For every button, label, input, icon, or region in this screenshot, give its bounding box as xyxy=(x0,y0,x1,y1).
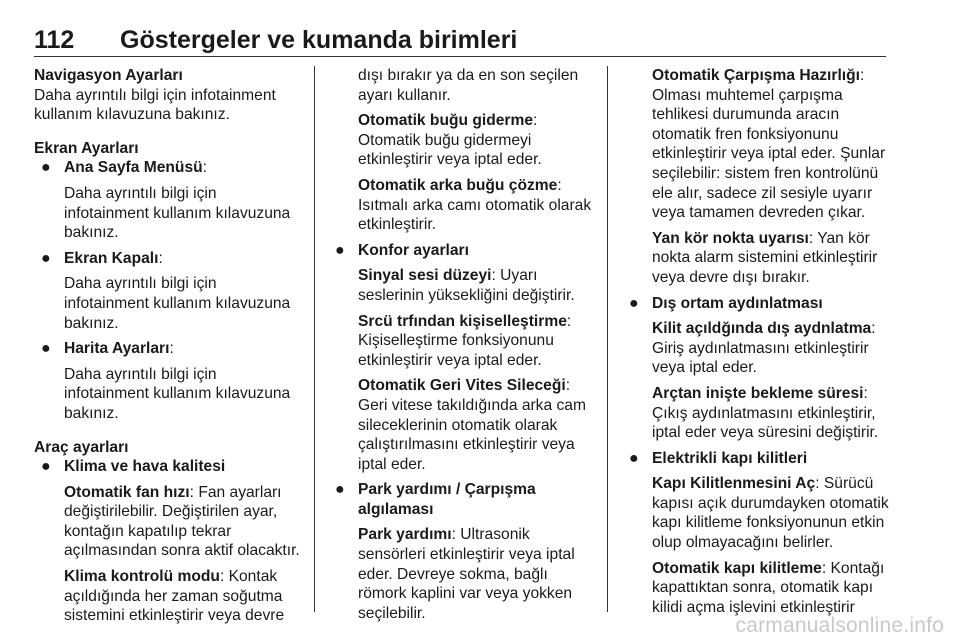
park-assist-text: Ultrasonik sensörleri etkinleştirir veya iptal eder. Devreye sokma, bağlı römork kaplini var veya yokken seçilebilir. xyxy=(358,526,575,622)
screen-settings-heading: Ekran Ayarları xyxy=(34,139,139,157)
bullet-icon: ● xyxy=(335,241,345,259)
blind-spot-text: Yan kör nokta alarm sistemini etkinleştirir veya devre dışı bırakır. xyxy=(652,229,878,286)
park-assist-label: Park yardımı xyxy=(358,526,452,544)
bullet-icon: ● xyxy=(41,159,51,177)
bullet-icon: ● xyxy=(41,458,51,476)
bullet-icon: ● xyxy=(335,481,345,499)
unlock-label: Kapı Kilitlenmesini Aç xyxy=(652,475,816,493)
item-label: Konfor ayarları xyxy=(358,241,469,259)
fan-speed-text: Fan ayarları değiştirilebilir. Değiştirilen ayar, kontağın kapatılıp tekrar açılmasından sonra aktif olacaktır. xyxy=(64,483,300,560)
page-header xyxy=(34,25,926,55)
rear-defog-text: Isıtmalı arka camı otomatik olarak etkinleştirir. xyxy=(358,196,592,234)
item-text: Daha ayrıntılı bilgi için infotainment kullanım kılavuzuna bakınız. xyxy=(64,184,291,242)
item-label: Park yardımı / Çarpışma algılaması xyxy=(358,481,536,518)
item-label: Elektrikli kapı kilitleri xyxy=(652,449,808,467)
bullet-icon: ● xyxy=(41,249,51,267)
page-number: 112 xyxy=(34,26,75,54)
defog-label: Otomatik buğu giderme xyxy=(358,112,534,130)
watermark: carmanualsonline.info xyxy=(735,614,944,637)
chime-label: Sinyal sesi düzeyi xyxy=(358,267,492,285)
nav-settings-text: Daha ayrıntılı bilgi için infotainment kullanım kılavuzuna bakınız. xyxy=(34,86,276,124)
list-item: ● Elektrikli kapı kilitleri Kapı Kilitlenmesini Aç: Sürücü kapısı açık durumdayken otomatik kapı kilitleme fonksiyonunun etkin olup olmayacağını belirler. Otomatik kapı kilitleme: Kontağı kapattıktan sonra, otomatik kapı kilidi açma işlevini etkinleştirir xyxy=(629,449,889,616)
bullet-icon: ● xyxy=(41,340,51,358)
bullet-icon: ● xyxy=(629,449,639,467)
climate-mode-label: Klima kontrolü modu xyxy=(64,568,220,586)
list-item: ● Harita Ayarları: Daha ayrıntılı bilgi için infotainment kullanım kılavuzuna bakınız. xyxy=(34,339,302,423)
vehicle-settings-heading: Araç ayarları xyxy=(34,438,129,456)
item-text: Daha ayrıntılı bilgi için infotainment kullanım kılavuzuna bakınız. xyxy=(64,365,291,422)
bullet-icon: ● xyxy=(629,294,639,312)
list-item: ● Klima ve hava kalitesi Otomatik fan hızı: Fan ayarları değiştirilebilir. Değiştirilen ayar, kontağın kapatılıp tekrar açılmasından sonra aktif olacaktır. Klima kontrolü modu: Kontak açıldığında her zaman soğutma sistemini etkinleştirir veya devre xyxy=(41,458,300,625)
entry-lighting-text: Giriş aydınlatmasını etkinleştirir veya iptal eder. xyxy=(652,339,869,377)
column-divider-2 xyxy=(607,66,608,612)
column-3: Otomatik Çarpışma Hazırlığı: Olması muhtemel çarpışma tehlikesi durumunda aracın otomatik fren fonksiyonunu etkinleştirir veya iptal eder. Şunlar seçilebilir: sistem fren kontrolünü ele alır, sadece zil sesiyle uyarır veya tamamen devreden çıkar. Yan kör nokta uyarısı: Yan kör nokta alarm sistemini etkinleştirir veya devre dışı bırakır. ● Dış ortam aydınlatması Kilit açıldğında dış aydnlatma: Giriş aydınlatmasını etkinleştirir veya iptal eder. Arçtan inişte bekleme süresi: Çıkış aydınlatmasını etkinleştirir, iptal eder veya süresini değiştirir. ● Elektrikli kapı kilitleri Kapı Kilitlenmesini Aç: Sürücü kapısı açık durumdayken otomatik kapı kilitleme fonksiyonunun etkin olup olmayacağını belirler. Otomatik kapı kilitleme: Kontağı kapattıktan sonra, otomatik kapı kilidi açma işlevini etkinleştirir xyxy=(622,66,890,623)
fan-speed-label: Otomatik fan hızı xyxy=(64,483,190,501)
list-item: ● Ana Sayfa Menüsü: Daha ayrıntılı bilgi için infotainment kullanım kılavuzuna bakınız. xyxy=(34,158,302,242)
exit-lighting-label: Arçtan inişte bekleme süresi xyxy=(652,384,864,402)
list-item: ● Dış ortam aydınlatması Kilit açıldğında dış aydnlatma: Giriş aydınlatmasını etkinleştirir veya iptal eder. Arçtan inişte bekleme süresi: Çıkış aydınlatmasını etkinleştirir, iptal eder veya süresini değiştirir. xyxy=(629,294,879,442)
entry-lighting-label: Kilit açıldğında dış aydnlatma xyxy=(652,320,872,338)
wiper-label: Otomatik Geri Vites Sileceği xyxy=(358,377,566,395)
column-2: dışı bırakır ya da en son seçilen ayarı kullanır. Otomatik buğu giderme: Otomatik buğu gidermeyi etkinleştirir veya iptal eder. Otomatik arka buğu çözme: Isıtmalı arka camı otomatik olarak etkinleştirir. ● Konfor ayarları Sinyal sesi düzeyi: Uyarı seslerinin yüksekliğini değiştirir. Srcü trfından kişiselleştirme: Kişiselleştirme fonksiyonunu etkinleştirir veya iptal eder. Otomatik Geri Vites Sileceği: Geri vitese takıldığında arka cam sileceklerinin otomatik olarak çalıştırılmasını etkinleştirir veya iptal eder. ● Park yardımı / Çarpışma algılaması Park yardımı: Ultrasonik sensörleri etkinleştirir veya iptal eder. Devreye sokma, bağlı römork kaplini var veya yokken seçilebilir. xyxy=(328,66,596,629)
autolock-label: Otomatik kapı kilitleme xyxy=(652,559,822,577)
item-text: Daha ayrıntılı bilgi için infotainment kullanım kılavuzuna bakınız. xyxy=(64,275,291,332)
list-item: ● Park yardımı / Çarpışma algılaması Park yardımı: Ultrasonik sensörleri etkinleştirir veya iptal eder. Devreye sokma, bağlı römork kaplini var veya yokken seçilebilir. xyxy=(335,481,575,622)
item-label: Ana Sayfa Menüsü xyxy=(64,159,203,177)
driver-label: Srcü trfından kişiselleştirme xyxy=(358,312,567,330)
column-1 xyxy=(34,66,302,632)
list-item: ● Konfor ayarları Sinyal sesi düzeyi: Uyarı seslerinin yüksekliğini değiştirir. Srcü trfından kişiselleştirme: Kişiselleştirme fonksiyonunu etkinleştirir veya iptal eder. Otomatik Geri Vites Sileceği: Geri vitese takıldığında arka cam sileceklerinin otomatik olarak çalıştırılmasını etkinleştirir veya iptal eder. xyxy=(335,241,586,473)
item-label: Ekran Kapalı xyxy=(64,249,159,267)
autolock-text: Kontağı kapattıktan sonra, otomatik kapı kilidi açma işlevini etkinleştirir xyxy=(652,559,885,616)
item-label: Dış ortam aydınlatması xyxy=(652,294,823,312)
driver-text: Kişiselleştirme fonksiyonunu etkinleştirir veya iptal eder. xyxy=(358,332,554,369)
collision-label: Otomatik Çarpışma Hazırlığı xyxy=(652,67,860,84)
item-label: Klima ve hava kalitesi xyxy=(64,458,226,476)
collision-text: Olması muhtemel çarpışma tehlikesi durumunda aracın otomatik fren fonksiyonunu etkinleştirir veya iptal eder. Şunlar seçilebilir: sistem fren kontrolünü ele alır, sadece zil sesiyle uyarır veya tamamen devreden çıkar. xyxy=(652,86,886,222)
climate-mode-text: Kontak açıldığında her zaman soğutma sistemini etkinleştirir veya devre xyxy=(64,568,285,625)
column-divider-1 xyxy=(314,66,315,612)
exit-lighting-text: Çıkış aydınlatmasını etkinleştirir, iptal eder veya süresini değiştirir. xyxy=(652,404,879,442)
continued-text: dışı bırakır ya da en son seçilen ayarı kullanır. xyxy=(358,67,579,104)
defog-text: Otomatik buğu gidermeyi etkinleştirir veya iptal eder. xyxy=(358,131,542,169)
chime-text: Uyarı seslerinin yüksekliğini değiştirir. xyxy=(358,267,575,304)
list-item: ● Ekran Kapalı: Daha ayrıntılı bilgi için infotainment kullanım kılavuzuna bakınız. xyxy=(34,249,302,333)
header-divider xyxy=(34,56,886,57)
page-title: Göstergeler ve kumanda birimleri xyxy=(120,26,518,54)
unlock-text: Sürücü kapısı açık durumdayken otomatik kapı kilitleme fonksiyonunun etkin olup olmayacağını belirler. xyxy=(652,475,889,552)
rear-defog-label: Otomatik arka buğu çözme xyxy=(358,176,558,194)
blind-spot-label: Yan kör nokta uyarısı xyxy=(652,229,809,247)
wiper-text: Geri vitese takıldığında arka cam sileceklerinin otomatik olarak çalıştırılmasını etkinleştirir veya iptal eder. xyxy=(358,396,586,473)
nav-settings-heading: Navigasyon Ayarları xyxy=(34,67,183,84)
item-label: Harita Ayarları xyxy=(64,340,170,358)
